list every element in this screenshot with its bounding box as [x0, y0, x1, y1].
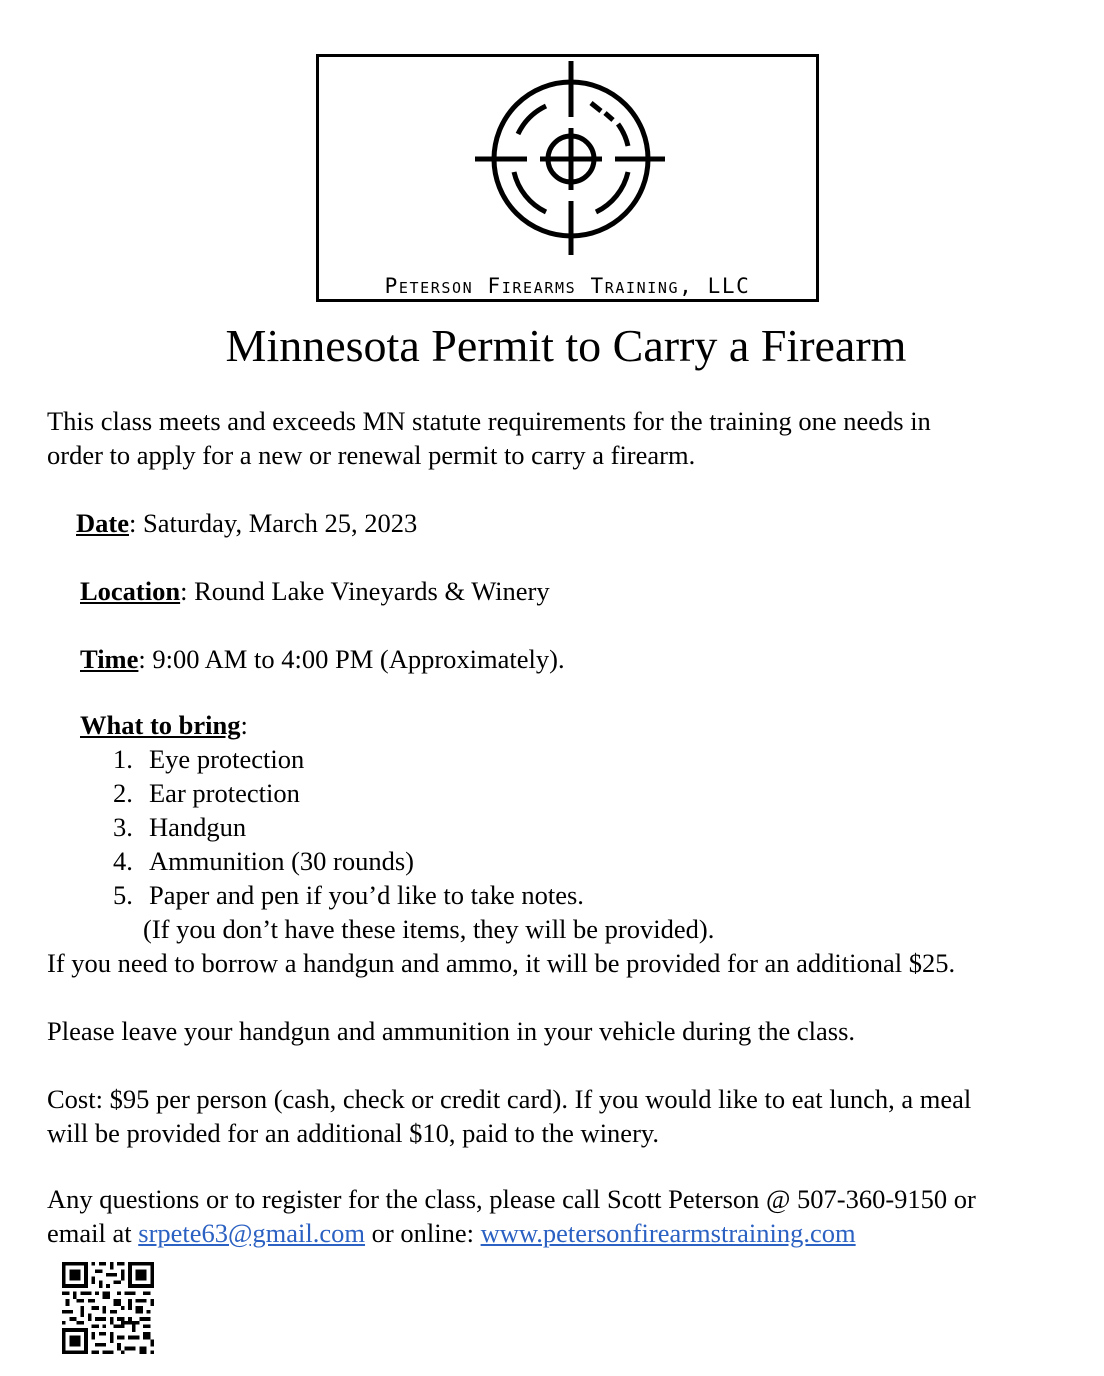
time-label: Time [80, 644, 139, 674]
location-value: : Round Lake Vineyards & Winery [180, 576, 550, 606]
online-prefix: or online: [365, 1218, 481, 1248]
bring-list [113, 742, 584, 912]
website-link[interactable]: www.petersonfirearmstraining.com [480, 1218, 856, 1248]
company-name: Peterson Firearms Training, LLC [384, 274, 751, 298]
vehicle-notice: Please leave your handgun and ammunition in your vehicle during the class. [47, 1016, 856, 1046]
qr-code-icon [62, 1262, 154, 1354]
contact-line-2 [47, 1216, 856, 1250]
date-label: Date [76, 508, 129, 538]
borrow-notice: If you need to borrow a handgun and ammo, it will be provided for an additional $25. [47, 948, 956, 978]
list-item [113, 742, 584, 776]
list-item-number: 5. [113, 880, 133, 910]
bring-note: (If you don’t have these items, they will be provided). [143, 914, 715, 944]
location-label: Location [80, 576, 181, 606]
list-item [113, 776, 584, 810]
list-item-number: 2. [113, 778, 133, 808]
company-logo [316, 54, 819, 302]
location-row [80, 574, 550, 608]
email-link[interactable]: srpete63@gmail.com [138, 1218, 366, 1248]
cost-line-2: will be provided for an additional $10, paid to the winery. [47, 1118, 660, 1148]
list-item [113, 810, 584, 844]
list-item-text: Handgun [149, 812, 247, 842]
page-title: Minnesota Permit to Carry a Firearm [225, 320, 907, 371]
what-to-bring-colon: : [240, 710, 248, 740]
list-item-text: Paper and pen if you’d like to take notes. [149, 880, 584, 910]
intro-line-1: This class meets and exceeds MN statute requirements for the training one needs in [47, 406, 931, 436]
list-item-text: Ear protection [149, 778, 300, 808]
list-item-number: 3. [113, 812, 133, 842]
cost-line-1: Cost: $95 per person (cash, check or credit card). If you would like to eat lunch, a meal [47, 1084, 972, 1114]
intro-line-2: order to apply for a new or renewal permit to carry a firearm. [47, 440, 696, 470]
list-item-number: 1. [113, 744, 133, 774]
list-item [113, 878, 584, 912]
time-row [80, 642, 565, 676]
what-to-bring-heading [80, 708, 248, 742]
list-item-number: 4. [113, 846, 133, 876]
time-value: : 9:00 AM to 4:00 PM (Approximately). [138, 644, 565, 674]
date-row [76, 506, 417, 540]
email-prefix: email at [47, 1218, 139, 1248]
what-to-bring-label: What to bring [80, 710, 241, 740]
contact-line-1: Any questions or to register for the class, please call Scott Peterson @ 507-360-9150 or [47, 1184, 976, 1214]
crosshair-target-icon [473, 61, 667, 257]
list-item-text: Eye protection [149, 744, 305, 774]
list-item-text: Ammunition (30 rounds) [149, 846, 414, 876]
date-value: : Saturday, March 25, 2023 [128, 508, 418, 538]
list-item [113, 844, 584, 878]
